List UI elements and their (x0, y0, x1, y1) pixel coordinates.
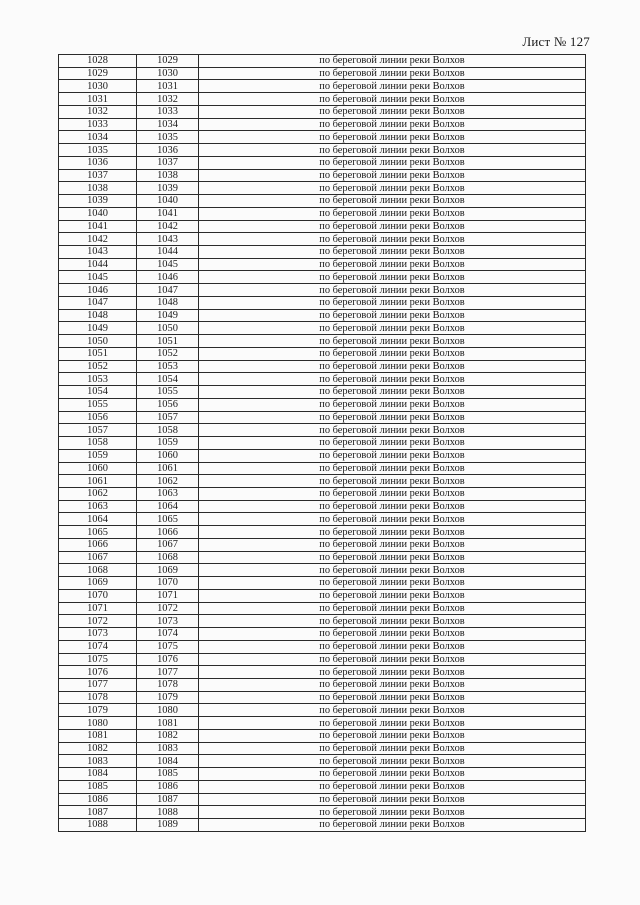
table-row (59, 360, 586, 373)
table-row (59, 195, 586, 208)
point-from-cell: 1061 (59, 475, 137, 488)
table-row (59, 309, 586, 322)
boundary-description-cell: по береговой линии реки Волхов (199, 373, 586, 386)
point-to-cell: 1062 (137, 475, 199, 488)
table-row (59, 628, 586, 641)
point-to-cell: 1037 (137, 156, 199, 169)
boundary-description-cell: по береговой линии реки Волхов (199, 67, 586, 80)
boundary-description-cell: по береговой линии реки Волхов (199, 640, 586, 653)
boundary-description-cell: по береговой линии реки Волхов (199, 768, 586, 781)
table-row (59, 144, 586, 157)
boundary-description-cell: по береговой линии реки Волхов (199, 691, 586, 704)
boundary-description-cell: по береговой линии реки Волхов (199, 80, 586, 93)
boundary-description-cell: по береговой линии реки Волхов (199, 449, 586, 462)
boundary-description-cell: по береговой линии реки Волхов (199, 284, 586, 297)
table-row (59, 182, 586, 195)
boundary-description-cell: по береговой линии реки Волхов (199, 526, 586, 539)
sheet-number: Лист № 127 (522, 34, 590, 49)
table-row (59, 246, 586, 259)
point-from-cell: 1028 (59, 55, 137, 68)
boundary-description-cell: по береговой линии реки Волхов (199, 628, 586, 641)
point-from-cell: 1062 (59, 487, 137, 500)
table-row (59, 55, 586, 68)
table-row (59, 118, 586, 131)
point-to-cell: 1031 (137, 80, 199, 93)
table-row (59, 717, 586, 730)
boundary-description-cell: по береговой линии реки Волхов (199, 195, 586, 208)
point-from-cell: 1038 (59, 182, 137, 195)
point-to-cell: 1052 (137, 347, 199, 360)
boundary-description-cell: по береговой линии реки Волхов (199, 424, 586, 437)
point-from-cell: 1032 (59, 105, 137, 118)
point-from-cell: 1068 (59, 564, 137, 577)
boundary-description-cell: по береговой линии реки Волхов (199, 806, 586, 819)
table-row (59, 373, 586, 386)
point-from-cell: 1051 (59, 347, 137, 360)
point-to-cell: 1057 (137, 411, 199, 424)
point-to-cell: 1035 (137, 131, 199, 144)
point-to-cell: 1065 (137, 513, 199, 526)
table-row (59, 526, 586, 539)
table-row (59, 755, 586, 768)
point-from-cell: 1053 (59, 373, 137, 386)
point-from-cell: 1063 (59, 500, 137, 513)
point-from-cell: 1046 (59, 284, 137, 297)
table-row (59, 742, 586, 755)
point-from-cell: 1041 (59, 220, 137, 233)
point-to-cell: 1072 (137, 602, 199, 615)
table-row (59, 207, 586, 220)
boundary-description-cell: по береговой линии реки Волхов (199, 258, 586, 271)
boundary-description-cell: по береговой линии реки Волхов (199, 296, 586, 309)
point-to-cell: 1051 (137, 335, 199, 348)
point-from-cell: 1042 (59, 233, 137, 246)
table-row (59, 271, 586, 284)
point-from-cell: 1084 (59, 768, 137, 781)
point-from-cell: 1078 (59, 691, 137, 704)
point-to-cell: 1067 (137, 538, 199, 551)
point-to-cell: 1083 (137, 742, 199, 755)
boundary-description-cell: по береговой линии реки Волхов (199, 793, 586, 806)
point-to-cell: 1089 (137, 819, 199, 832)
table-row (59, 93, 586, 106)
point-to-cell: 1055 (137, 386, 199, 399)
point-to-cell: 1075 (137, 640, 199, 653)
boundary-description-cell: по береговой линии реки Волхов (199, 347, 586, 360)
table-row (59, 564, 586, 577)
point-to-cell: 1040 (137, 195, 199, 208)
point-from-cell: 1088 (59, 819, 137, 832)
table-row (59, 768, 586, 781)
point-to-cell: 1081 (137, 717, 199, 730)
point-from-cell: 1057 (59, 424, 137, 437)
point-to-cell: 1070 (137, 577, 199, 590)
boundary-table (58, 54, 586, 832)
point-from-cell: 1055 (59, 398, 137, 411)
table-row (59, 602, 586, 615)
table-row (59, 513, 586, 526)
point-from-cell: 1069 (59, 577, 137, 590)
table-row (59, 411, 586, 424)
boundary-description-cell: по береговой линии реки Волхов (199, 564, 586, 577)
boundary-description-cell: по береговой линии реки Волхов (199, 729, 586, 742)
table-row (59, 640, 586, 653)
point-from-cell: 1036 (59, 156, 137, 169)
point-from-cell: 1081 (59, 729, 137, 742)
point-to-cell: 1034 (137, 118, 199, 131)
point-to-cell: 1073 (137, 615, 199, 628)
point-from-cell: 1044 (59, 258, 137, 271)
boundary-description-cell: по береговой линии реки Волхов (199, 819, 586, 832)
boundary-description-cell: по береговой линии реки Волхов (199, 487, 586, 500)
point-from-cell: 1082 (59, 742, 137, 755)
boundary-description-cell: по береговой линии реки Волхов (199, 386, 586, 399)
boundary-description-cell: по береговой линии реки Волхов (199, 589, 586, 602)
point-from-cell: 1049 (59, 322, 137, 335)
point-from-cell: 1054 (59, 386, 137, 399)
table-row (59, 437, 586, 450)
boundary-description-cell: по береговой линии реки Волхов (199, 271, 586, 284)
point-from-cell: 1045 (59, 271, 137, 284)
point-to-cell: 1071 (137, 589, 199, 602)
boundary-description-cell: по береговой линии реки Волхов (199, 335, 586, 348)
point-from-cell: 1030 (59, 80, 137, 93)
table-row (59, 806, 586, 819)
point-to-cell: 1068 (137, 551, 199, 564)
table-row (59, 156, 586, 169)
table-row (59, 386, 586, 399)
point-from-cell: 1050 (59, 335, 137, 348)
boundary-description-cell: по береговой линии реки Волхов (199, 577, 586, 590)
boundary-description-cell: по береговой линии реки Волхов (199, 717, 586, 730)
table-row (59, 704, 586, 717)
table-row (59, 551, 586, 564)
boundary-description-cell: по береговой линии реки Волхов (199, 462, 586, 475)
boundary-description-cell: по береговой линии реки Волхов (199, 144, 586, 157)
point-to-cell: 1041 (137, 207, 199, 220)
point-to-cell: 1069 (137, 564, 199, 577)
point-from-cell: 1083 (59, 755, 137, 768)
table-row (59, 335, 586, 348)
boundary-description-cell: по береговой линии реки Волхов (199, 360, 586, 373)
table-row (59, 577, 586, 590)
point-to-cell: 1042 (137, 220, 199, 233)
point-to-cell: 1088 (137, 806, 199, 819)
boundary-description-cell: по береговой линии реки Волхов (199, 742, 586, 755)
boundary-description-cell: по береговой линии реки Волхов (199, 246, 586, 259)
table-row (59, 169, 586, 182)
point-from-cell: 1087 (59, 806, 137, 819)
table-row (59, 729, 586, 742)
point-to-cell: 1063 (137, 487, 199, 500)
table-row (59, 793, 586, 806)
point-to-cell: 1084 (137, 755, 199, 768)
boundary-description-cell: по береговой линии реки Волхов (199, 93, 586, 106)
point-to-cell: 1079 (137, 691, 199, 704)
table-row (59, 500, 586, 513)
point-to-cell: 1038 (137, 169, 199, 182)
point-from-cell: 1059 (59, 449, 137, 462)
point-to-cell: 1049 (137, 309, 199, 322)
boundary-description-cell: по береговой линии реки Волхов (199, 678, 586, 691)
point-from-cell: 1065 (59, 526, 137, 539)
point-from-cell: 1072 (59, 615, 137, 628)
point-to-cell: 1048 (137, 296, 199, 309)
table-row (59, 615, 586, 628)
point-from-cell: 1071 (59, 602, 137, 615)
table-row (59, 258, 586, 271)
point-to-cell: 1030 (137, 67, 199, 80)
table-row (59, 475, 586, 488)
point-from-cell: 1035 (59, 144, 137, 157)
table-row (59, 691, 586, 704)
point-from-cell: 1029 (59, 67, 137, 80)
point-from-cell: 1060 (59, 462, 137, 475)
point-to-cell: 1086 (137, 780, 199, 793)
point-to-cell: 1076 (137, 653, 199, 666)
table-row (59, 105, 586, 118)
table-row (59, 220, 586, 233)
point-from-cell: 1070 (59, 589, 137, 602)
point-to-cell: 1061 (137, 462, 199, 475)
boundary-description-cell: по береговой линии реки Волхов (199, 538, 586, 551)
boundary-description-cell: по береговой линии реки Волхов (199, 615, 586, 628)
boundary-description-cell: по береговой линии реки Волхов (199, 55, 586, 68)
point-to-cell: 1039 (137, 182, 199, 195)
point-to-cell: 1080 (137, 704, 199, 717)
table-row (59, 589, 586, 602)
point-from-cell: 1052 (59, 360, 137, 373)
table-row (59, 424, 586, 437)
table-row (59, 462, 586, 475)
point-to-cell: 1045 (137, 258, 199, 271)
boundary-description-cell: по береговой линии реки Волхов (199, 666, 586, 679)
boundary-description-cell: по береговой линии реки Волхов (199, 653, 586, 666)
boundary-table-body (59, 55, 586, 832)
point-from-cell: 1039 (59, 195, 137, 208)
boundary-description-cell: по береговой линии реки Волхов (199, 411, 586, 424)
point-from-cell: 1043 (59, 246, 137, 259)
table-row (59, 233, 586, 246)
point-from-cell: 1077 (59, 678, 137, 691)
table-row (59, 653, 586, 666)
point-from-cell: 1033 (59, 118, 137, 131)
point-to-cell: 1082 (137, 729, 199, 742)
point-from-cell: 1085 (59, 780, 137, 793)
boundary-description-cell: по береговой линии реки Волхов (199, 500, 586, 513)
point-to-cell: 1085 (137, 768, 199, 781)
point-from-cell: 1086 (59, 793, 137, 806)
point-to-cell: 1047 (137, 284, 199, 297)
table-row (59, 678, 586, 691)
point-from-cell: 1075 (59, 653, 137, 666)
point-to-cell: 1056 (137, 398, 199, 411)
boundary-description-cell: по береговой линии реки Волхов (199, 551, 586, 564)
point-from-cell: 1076 (59, 666, 137, 679)
point-to-cell: 1058 (137, 424, 199, 437)
point-from-cell: 1066 (59, 538, 137, 551)
boundary-description-cell: по береговой линии реки Волхов (199, 322, 586, 335)
point-from-cell: 1048 (59, 309, 137, 322)
point-to-cell: 1074 (137, 628, 199, 641)
point-to-cell: 1060 (137, 449, 199, 462)
table-row (59, 322, 586, 335)
boundary-description-cell: по береговой линии реки Волхов (199, 105, 586, 118)
table-row (59, 780, 586, 793)
table-row (59, 131, 586, 144)
point-from-cell: 1067 (59, 551, 137, 564)
boundary-description-cell: по береговой линии реки Волхов (199, 513, 586, 526)
boundary-description-cell: по береговой линии реки Волхов (199, 156, 586, 169)
point-from-cell: 1031 (59, 93, 137, 106)
point-to-cell: 1066 (137, 526, 199, 539)
boundary-description-cell: по береговой линии реки Волхов (199, 309, 586, 322)
point-to-cell: 1046 (137, 271, 199, 284)
boundary-description-cell: по береговой линии реки Волхов (199, 169, 586, 182)
point-to-cell: 1059 (137, 437, 199, 450)
boundary-description-cell: по береговой линии реки Волхов (199, 398, 586, 411)
boundary-description-cell: по береговой линии реки Волхов (199, 475, 586, 488)
point-from-cell: 1074 (59, 640, 137, 653)
point-to-cell: 1029 (137, 55, 199, 68)
table-row (59, 296, 586, 309)
point-from-cell: 1034 (59, 131, 137, 144)
table-row (59, 80, 586, 93)
point-to-cell: 1087 (137, 793, 199, 806)
table-row (59, 819, 586, 832)
point-to-cell: 1050 (137, 322, 199, 335)
boundary-description-cell: по береговой линии реки Волхов (199, 131, 586, 144)
point-from-cell: 1040 (59, 207, 137, 220)
point-from-cell: 1056 (59, 411, 137, 424)
point-from-cell: 1037 (59, 169, 137, 182)
boundary-description-cell: по береговой линии реки Волхов (199, 704, 586, 717)
boundary-description-cell: по береговой линии реки Волхов (199, 602, 586, 615)
point-to-cell: 1077 (137, 666, 199, 679)
point-to-cell: 1033 (137, 105, 199, 118)
table-row (59, 284, 586, 297)
point-from-cell: 1064 (59, 513, 137, 526)
point-from-cell: 1047 (59, 296, 137, 309)
point-to-cell: 1054 (137, 373, 199, 386)
table-row (59, 398, 586, 411)
point-to-cell: 1064 (137, 500, 199, 513)
table-row (59, 347, 586, 360)
point-to-cell: 1078 (137, 678, 199, 691)
table-row (59, 449, 586, 462)
table-row (59, 487, 586, 500)
point-to-cell: 1036 (137, 144, 199, 157)
boundary-description-cell: по береговой линии реки Волхов (199, 233, 586, 246)
boundary-description-cell: по береговой линии реки Волхов (199, 118, 586, 131)
boundary-description-cell: по береговой линии реки Волхов (199, 755, 586, 768)
table-row (59, 666, 586, 679)
point-to-cell: 1043 (137, 233, 199, 246)
point-from-cell: 1073 (59, 628, 137, 641)
boundary-description-cell: по береговой линии реки Волхов (199, 780, 586, 793)
table-row (59, 538, 586, 551)
boundary-description-cell: по береговой линии реки Волхов (199, 207, 586, 220)
boundary-description-cell: по береговой линии реки Волхов (199, 182, 586, 195)
point-to-cell: 1044 (137, 246, 199, 259)
boundary-description-cell: по береговой линии реки Волхов (199, 220, 586, 233)
boundary-description-cell: по береговой линии реки Волхов (199, 437, 586, 450)
point-from-cell: 1080 (59, 717, 137, 730)
point-to-cell: 1053 (137, 360, 199, 373)
point-to-cell: 1032 (137, 93, 199, 106)
point-from-cell: 1058 (59, 437, 137, 450)
point-from-cell: 1079 (59, 704, 137, 717)
table-row (59, 67, 586, 80)
